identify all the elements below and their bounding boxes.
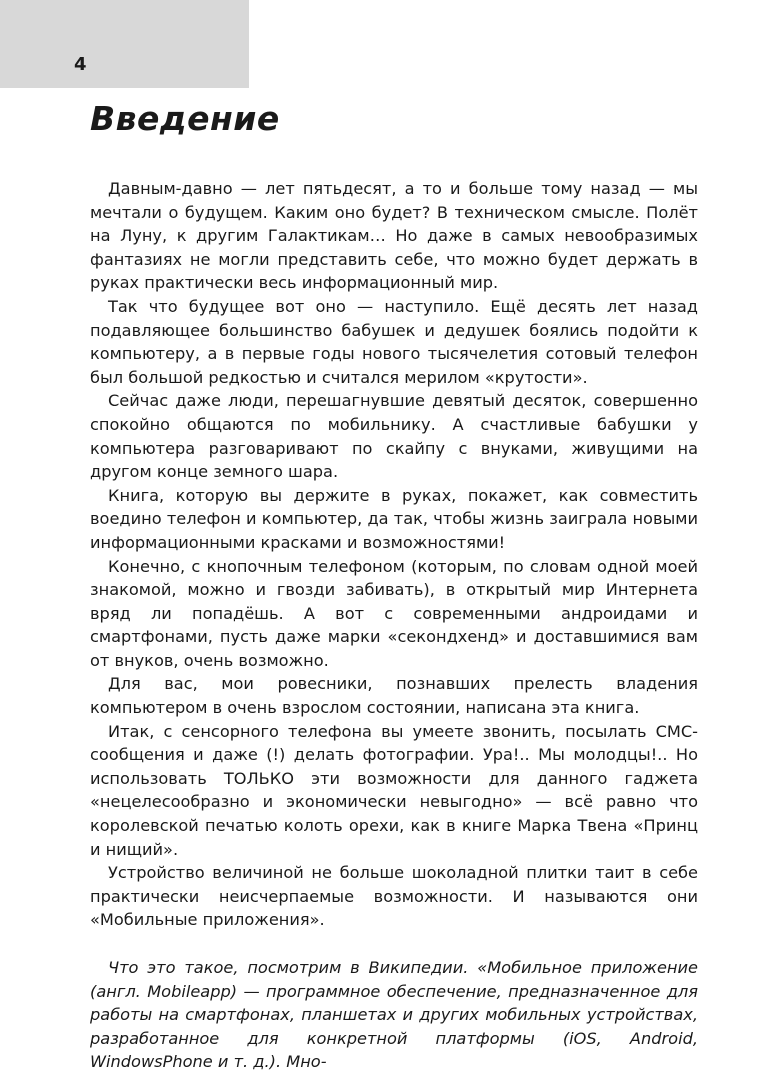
wikipedia-quote-paragraph: Что это такое, посмотрим в Википедии. «Мобильное приложение (англ. Mobileapp) — программное обеспечение, предназначенное для работы на смартфонах, планшетах и других мобильных устройствах, разработанное для конкретной платформы (iOS, Android, WindowsPhone и т. д.). Мно- (90, 958, 698, 1072)
page-number-tab (0, 0, 249, 88)
paragraph-8: Устройство величиной не больше шоколадной плитки таит в себе практически неисчерпаемые возможности. И называются они «Мобильные приложения». (90, 863, 698, 930)
page-number: 4 (74, 54, 87, 75)
paragraph-3: Сейчас даже люди, перешагнувшие девятый десяток, совершенно спокойно общаются по мобильнику. А счастливые бабушки у компьютера разговаривают по скайпу с внуками, живущими на другом конце земного шара. (90, 391, 698, 482)
paragraph-7: Итак, с сенсорного телефона вы умеете звонить, посылать СМС-сообщения и даже (!) делать фотографии. Ура!.. Мы молодцы!.. Но использовать ТОЛЬКО эти возможности для данного гаджета «нецелесообразно и экономически невыгодно» — всё равно что королевской печатью колоть орехи, как в книге Марка Твена «Принц и нищий». (90, 721, 698, 859)
body-text (90, 177, 698, 1074)
paragraph-4: Книга, которую вы держите в руках, покажет, как совместить воедино телефон и компьютер, да так, чтобы жизнь заиграла новыми информационными красками и возможностями! (90, 485, 698, 552)
paragraph-6: Для вас, мои ровесники, познавших прелесть владения компьютером в очень взрослом состоянии, написана эта книга. (90, 674, 698, 718)
chapter-title: Введение (90, 99, 280, 138)
paragraph-2: Так что будущее вот оно — наступило. Ещё десять лет назад подавляющее большинство бабушек и дедушек боялись подойти к компьютеру, а в первые годы нового тысячелетия сотовый телефон был большой редкостью и считался мерилом «крутости». (90, 296, 698, 387)
paragraph-1: Давным-давно — лет пятьдесят, а то и больше тому назад — мы мечтали о будущем. Каким оно будет? В техническом смысле. Полёт на Луну, к другим Галактикам… Но даже в самых невообразимых фантазиях не могли представить себе, что можно будет держать в руках практически весь информационный мир. (90, 179, 698, 293)
paragraph-5: Конечно, с кнопочным телефоном (которым, по словам одной моей знакомой, можно и гвозди забивать), в открытый мир Интернета вряд ли попадёшь. А вот с современными андроидами и смартфонами, пусть даже марки «секондхенд» и доставшимися вам от внуков, очень возможно. (90, 556, 698, 670)
